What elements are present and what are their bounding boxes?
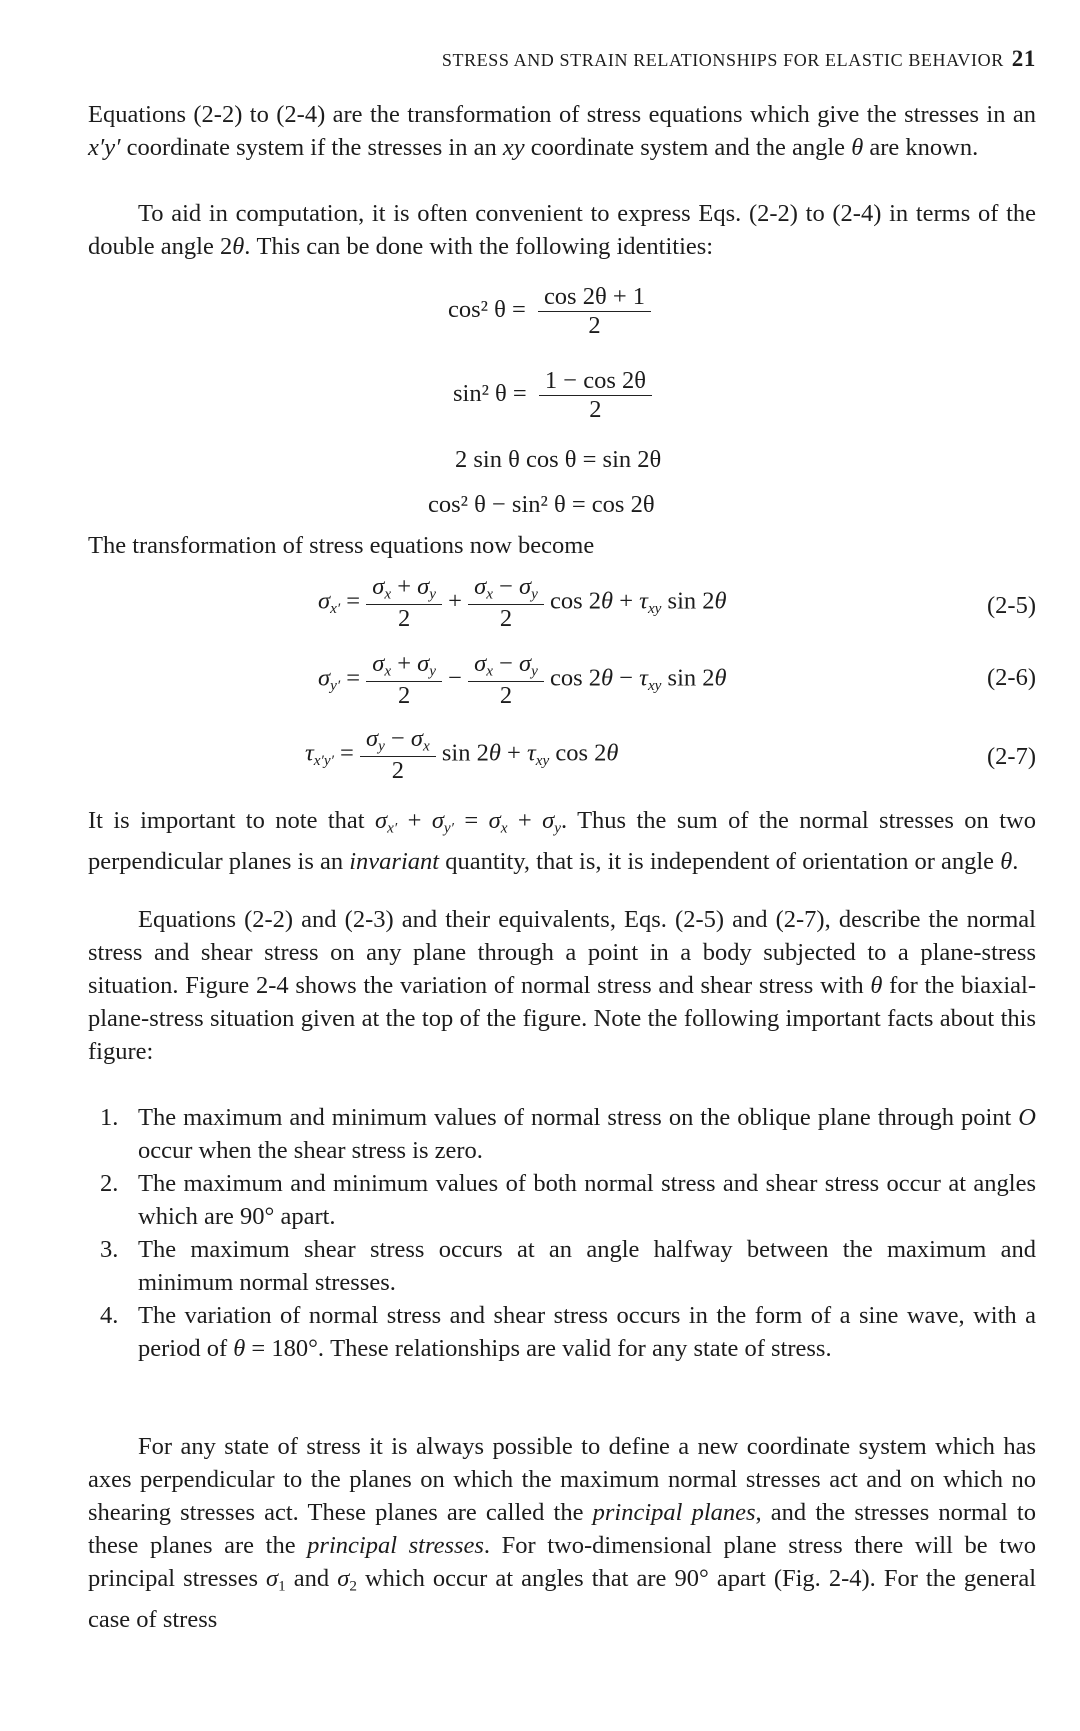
identity-sin-squared: sin² θ = $\frac{1 - \cos 2\theta}{2}$: [453, 367, 652, 424]
identity-double-cos: cos² θ − sin² θ = cos 2θ: [428, 491, 655, 518]
paragraph-transformation-intro: Equations (2-2) to (2-4) are the transformation of stress equations which give the stresses in an x′y′ coordinate system if the stresses in an xy coordinate system and the angle θ are known.: [88, 101, 1036, 161]
paragraph-invariant: It is important to note that $\sigma_{x'} + \sigma_{y'} = \sigma_x + \sigma_y$. Thus the sum of the normal stresses on two perpendicular planes is an invariant quantity, that is, it is independent of orientation or angle θ.: [88, 807, 1036, 875]
facts-list: [88, 1101, 1036, 1365]
identity-double-sin: 2 sin θ cos θ = sin 2θ: [455, 446, 662, 473]
list-item: 3. The maximum shear stress occurs at an angle halfway between the maximum and minimum normal stresses.: [100, 1236, 1036, 1296]
list-item: 2. The maximum and minimum values of both normal stress and shear stress occur at angles which are 90° apart.: [100, 1170, 1036, 1230]
list-item: 4. The variation of normal stress and shear stress occurs in the form of a sine wave, with a period of θ = 180°. These relationships are valid for any state of stress.: [100, 1302, 1036, 1362]
equation-2-6: $\sigma_{y'}$ = $\frac{\sigma_x + \sigma_y}{2}$ − $\frac{\sigma_x - \sigma_y}{2}$ $\cos 2\theta - \tau_{xy}$ sin 2θ: [318, 650, 727, 709]
equation-number-2-5: (2-5): [987, 592, 1036, 619]
identity-cos-squared: cos² θ = $\frac{\cos 2\theta + 1}{2}$: [448, 283, 651, 340]
equation-number-2-7: (2-7): [987, 743, 1036, 770]
paragraph-principal-planes: For any state of stress it is always possible to define a new coordinate system which has axes perpendicular to the planes on which the maximum normal stresses act and on which no shearing stresses act. These planes are called the principal planes, and the stresses normal to these planes are the principal stresses. For two-dimensional plane stress there will be two principal stresses $\sigma_1$ and $\sigma_2$ which occur at angles that are 90° apart (Fig. 2-4). For the general case of stress: [88, 1433, 1036, 1633]
paragraph-transformation-become: The transformation of stress equations now become: [88, 532, 595, 559]
list-item: 1. The maximum and minimum values of normal stress on the oblique plane through point O occur when the shear stress is zero.: [100, 1104, 1036, 1164]
running-header: [80, 46, 1036, 72]
running-title: STRESS AND STRAIN RELATIONSHIPS FOR ELASTIC BEHAVIOR: [441, 50, 1004, 70]
equation-2-5: $\sigma_{x'}$ = $\frac{\sigma_x + \sigma_y}{2}$ + $\frac{\sigma_x - \sigma_y}{2}$ $\cos 2\theta + \tau_{xy}$ sin 2θ: [318, 573, 727, 632]
paragraph-double-angle: To aid in computation, it is often convenient to express Eqs. (2-2) to (2-4) in terms of the double angle 2θ. This can be done with the following identities:: [88, 200, 1036, 260]
page-number: 21: [1011, 46, 1036, 71]
equation-number-2-6: (2-6): [987, 664, 1036, 691]
equation-2-7: $\tau_{x'y'}$ = $\frac{\sigma_y - \sigma_x}{2}$ $\sin 2\theta + \tau_{xy}$ cos 2θ: [305, 725, 619, 784]
paragraph-figure-2-4: Equations (2-2) and (2-3) and their equivalents, Eqs. (2-5) and (2-7), describe the normal stress and shear stress on any plane through a point in a body subjected to a plane-stress situation. Figure 2-4 shows the variation of normal stress and shear stress with θ for the biaxial-plane-stress situation given at the top of the figure. Note the following important facts about this figure:: [88, 906, 1036, 1065]
